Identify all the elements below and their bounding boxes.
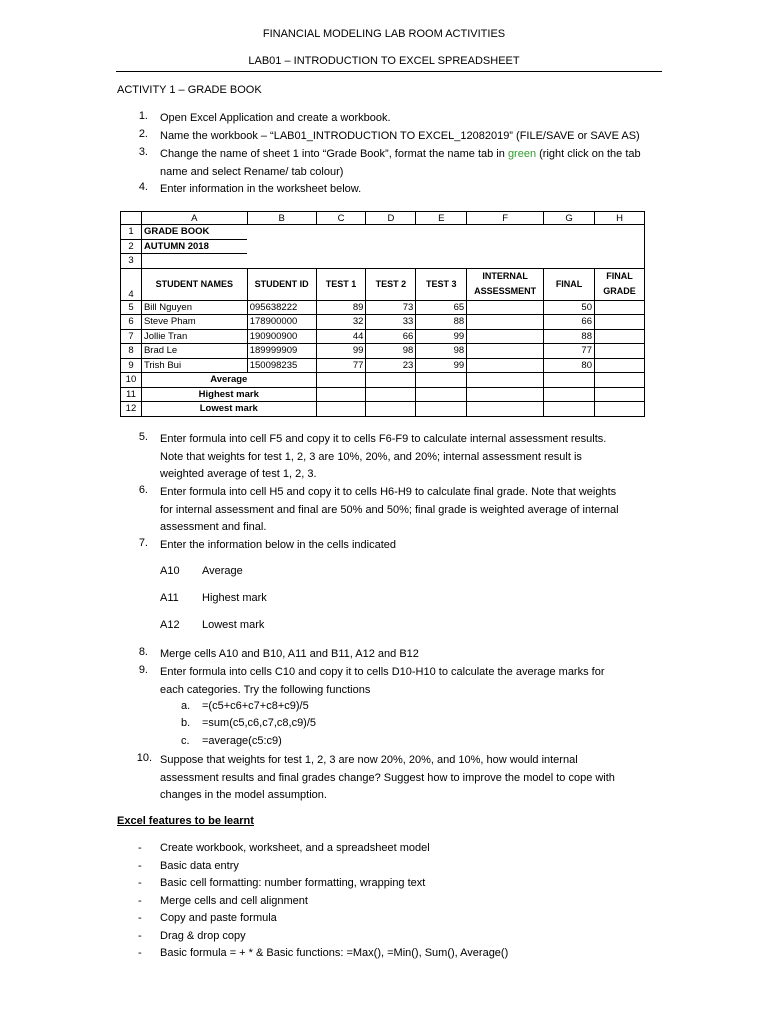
final-grade-cell [595,315,645,330]
list-item: Merge cells and cell alignment [160,895,308,907]
bullet-dash: - [138,895,142,907]
list-item: Basic formula = + * & Basic functions: =Max(), =Min(), Sum(), Average() [160,947,509,959]
column-header: TEST 3 [416,268,467,300]
cell-ref: A11 [160,592,179,604]
internal-assessment-cell [467,358,544,373]
step-number: 3. [138,146,148,158]
column-header: STUDENT NAMES [141,268,247,300]
table-row [121,300,645,315]
table-row [121,387,645,402]
student-id: 190900900 [247,329,316,344]
test3-score: 88 [416,315,467,330]
student-name: Trish Bui [141,358,247,373]
cell-ref: A12 [160,619,180,631]
final-grade-cell [595,358,645,373]
test3-score: 65 [416,300,467,315]
student-name: Brad Le [141,344,247,359]
list-item: Create workbook, worksheet, and a spreadsheet model [160,842,430,854]
table-row [121,358,645,373]
document-subtitle: LAB01 – INTRODUCTION TO EXCEL SPREADSHEET [248,55,520,67]
column-letter: E [416,212,467,225]
sheet-title-cell: GRADE BOOK [141,225,247,240]
step-number: 6. [138,484,148,496]
column-letter: C [316,212,366,225]
column-header: STUDENT ID [247,268,316,300]
summary-label: Average [141,373,316,388]
features-heading: Excel features to be learnt [117,815,254,827]
step-text: Merge cells A10 and B10, A11 and B11, A12 and B12 [160,648,419,660]
header-divider [116,71,662,72]
step-number: 9. [138,664,148,676]
step-text: Enter information in the worksheet below. [160,183,362,195]
bullet-dash: - [138,930,142,942]
column-letter: F [467,212,544,225]
test3-score: 99 [416,358,467,373]
step-text: Name the workbook – “LAB01_INTRODUCTION TO EXCEL_12082019” (FILE/SAVE or SAVE AS) [160,130,640,142]
student-id: 178900000 [247,315,316,330]
function-label: c. [181,735,190,747]
row-number: 5 [121,300,142,315]
summary-label: Lowest mark [141,402,316,417]
column-header: TEST 1 [316,268,366,300]
internal-assessment-cell [467,315,544,330]
function-label: a. [181,700,191,712]
row-number: 11 [121,387,142,402]
list-item: Basic data entry [160,860,239,872]
grade-book-spreadsheet [120,211,645,417]
test1-score: 44 [316,329,366,344]
column-letter: H [595,212,645,225]
column-letter: D [366,212,416,225]
test2-score: 66 [366,329,416,344]
column-header: TEST 2 [366,268,416,300]
step-text: Open Excel Application and create a workbook. [160,112,391,124]
step-text: Enter formula into cells C10 and copy it to cells D10-H10 to calculate the average marks for each categories. Try the following functions [160,666,605,696]
list-item: Basic cell formatting: number formatting, wrapping text [160,877,426,889]
green-word: green [507,148,537,160]
cell-value: Average [202,565,243,577]
final-score: 50 [544,300,595,315]
step-text: Enter the information below in the cells indicated [160,539,397,551]
function-text: =average(c5:c9) [202,735,282,747]
student-id: 095638222 [247,300,316,315]
final-score: 77 [544,344,595,359]
sheet-subtitle-cell: AUTUMN 2018 [141,239,247,254]
student-name: Steve Pham [141,315,247,330]
table-row [121,373,645,388]
test1-score: 77 [316,358,366,373]
column-header-row [121,212,645,225]
test2-score: 98 [366,344,416,359]
table-row [121,254,645,269]
step-number: 2. [138,128,148,140]
list-item: Copy and paste formula [160,912,277,924]
row-number: 1 [121,225,142,240]
step-number: 8. [138,646,148,658]
test1-score: 89 [316,300,366,315]
header-row [121,268,645,300]
table-row [121,315,645,330]
step-number: 4. [138,181,148,193]
bullet-dash: - [138,877,142,889]
internal-assessment-cell [467,344,544,359]
step-text: Suppose that weights for test 1, 2, 3 are now 20%, 20%, and 10%, how would internal assessment results and final grades change? Suggest how to improve the model to cope with changes in the model assumption. [160,754,615,801]
summary-label: Highest mark [141,387,316,402]
column-letter: G [544,212,595,225]
bullet-dash: - [138,947,142,959]
cell-ref: A10 [160,565,180,577]
row-number: 2 [121,239,142,254]
table-row [121,225,645,240]
student-id: 189999909 [247,344,316,359]
student-name: Jollie Tran [141,329,247,344]
table-row [121,239,645,254]
final-score: 66 [544,315,595,330]
row-number: 7 [121,329,142,344]
row-number: 6 [121,315,142,330]
final-grade-cell [595,329,645,344]
activity-title: ACTIVITY 1 – GRADE BOOK [117,84,262,96]
table-row [121,344,645,359]
cell-value: Highest mark [202,592,267,604]
step-number: 10. [136,752,152,764]
test1-score: 99 [316,344,366,359]
row-number: 4 [121,268,142,300]
bullet-dash: - [138,842,142,854]
bullet-dash: - [138,860,142,872]
final-score: 88 [544,329,595,344]
table-row [121,402,645,417]
column-letter: A [141,212,247,225]
column-letter: B [247,212,316,225]
corner-cell [121,212,142,225]
test3-score: 98 [416,344,467,359]
list-item: Drag & drop copy [160,930,246,942]
row-number: 3 [121,254,142,269]
student-id: 150098235 [247,358,316,373]
step-number: 7. [138,537,148,549]
step-text: Enter formula into cell H5 and copy it to cells H6-H9 to calculate final grade. Note that weights for internal assessment and final are 50% and 50%; final grade is weighted average of internal assessment and final. [160,486,619,533]
function-label: b. [181,717,191,729]
document-title: FINANCIAL MODELING LAB ROOM ACTIVITIES [262,28,506,40]
step-text: Enter formula into cell F5 and copy it to cells F6-F9 to calculate internal assessment results. Note that weights for test 1, 2, 3 are 10%, 20%, and 20%; internal assessment result is weighted average of test 1, 2, 3. [160,433,607,480]
internal-assessment-cell [467,329,544,344]
test2-score: 73 [366,300,416,315]
final-grade-cell [595,300,645,315]
function-text: =sum(c5,c6,c7,c8,c9)/5 [202,717,317,729]
internal-assessment-cell [467,300,544,315]
row-number: 9 [121,358,142,373]
test3-score: 99 [416,329,467,344]
final-grade-cell [595,344,645,359]
table-row [121,329,645,344]
bullet-dash: - [138,912,142,924]
final-score: 80 [544,358,595,373]
step-number: 5. [138,431,148,443]
cell-value: Lowest mark [202,619,265,631]
row-number: 8 [121,344,142,359]
step-number: 1. [138,110,148,122]
test2-score: 33 [366,315,416,330]
test2-score: 23 [366,358,416,373]
column-header: FINAL [544,268,595,300]
column-header: INTERNAL ASSESSMENT [467,268,544,300]
row-number: 12 [121,402,142,417]
function-text: =(c5+c6+c7+c8+c9)/5 [202,700,309,712]
step-text: Change the name of sheet 1 into “Grade Book”, format the name tab in green (right click on the tab name and select Rename/ tab colour) [160,148,641,178]
student-name: Bill Nguyen [141,300,247,315]
test1-score: 32 [316,315,366,330]
row-number: 10 [121,373,142,388]
column-header: FINAL GRADE [595,268,645,300]
